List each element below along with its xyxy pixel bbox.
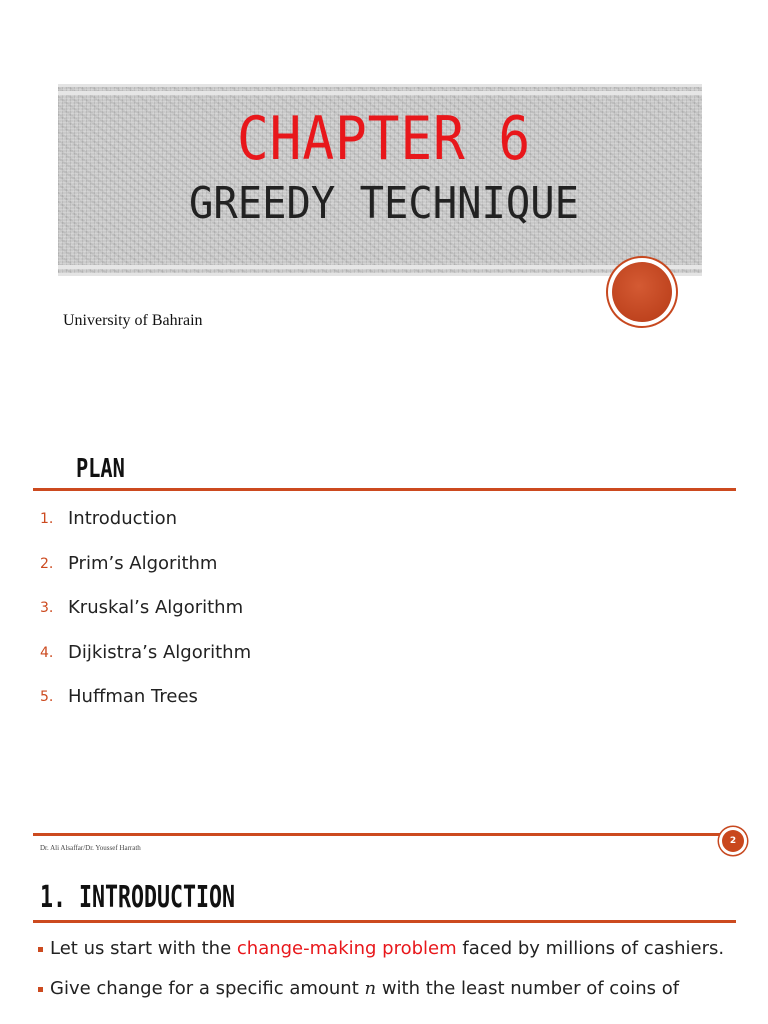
list-item	[40, 686, 251, 731]
chapter-subtitle: GREEDY TECHNIQUE	[189, 178, 579, 229]
item-label: Dijkistra’s Algorithm	[68, 641, 252, 663]
plan-heading: PLAN	[76, 454, 125, 484]
item-label: Huffman Trees	[68, 686, 198, 707]
bullet-marker	[38, 987, 43, 992]
page-number: 2	[722, 830, 744, 852]
introduction-slide	[0, 860, 768, 1024]
bullet-marker	[38, 947, 43, 952]
list-item	[40, 597, 251, 642]
institution-name: University of Bahrain	[63, 312, 203, 329]
item-label: Kruskal’s Algorithm	[68, 597, 244, 618]
list-item	[40, 553, 251, 598]
bullet-item	[38, 974, 738, 1004]
introduction-heading: 1. INTRODUCTION	[40, 880, 236, 915]
page-number-badge	[719, 827, 747, 855]
item-number: 1.	[40, 511, 54, 527]
item-number: 4.	[40, 644, 54, 661]
footer-authors: Dr. Ali Alsaffar/Dr. Youssef Harrath	[40, 844, 141, 852]
item-label: Prim’s Algorithm	[68, 552, 218, 574]
bullet-text: Give change for a specific amount	[50, 978, 365, 999]
bullet-text: faced by millions of cashiers.	[456, 938, 725, 959]
bullet-text: Let us start with the	[50, 938, 237, 959]
item-number: 5.	[40, 689, 54, 705]
item-number: 2.	[40, 555, 54, 572]
plan-list	[40, 508, 251, 731]
banner-stripe	[58, 91, 702, 95]
highlighted-term: change-making problem	[236, 938, 457, 959]
list-item	[40, 642, 251, 687]
bullet-list	[38, 934, 738, 1014]
math-variable: n	[364, 978, 377, 999]
decorative-circle	[608, 258, 676, 326]
footer-rule	[33, 833, 736, 836]
list-item	[40, 508, 251, 553]
heading-rule	[33, 920, 736, 923]
bullet-text: with the least number of coins of	[376, 978, 680, 999]
chapter-title: CHAPTER 6	[236, 104, 532, 174]
bullet-item	[38, 934, 738, 964]
banner-stripe	[58, 265, 702, 269]
heading-rule	[33, 488, 736, 491]
plan-slide	[0, 430, 768, 860]
item-number: 3.	[40, 600, 54, 616]
item-label: Introduction	[68, 508, 178, 529]
title-slide	[0, 0, 768, 430]
